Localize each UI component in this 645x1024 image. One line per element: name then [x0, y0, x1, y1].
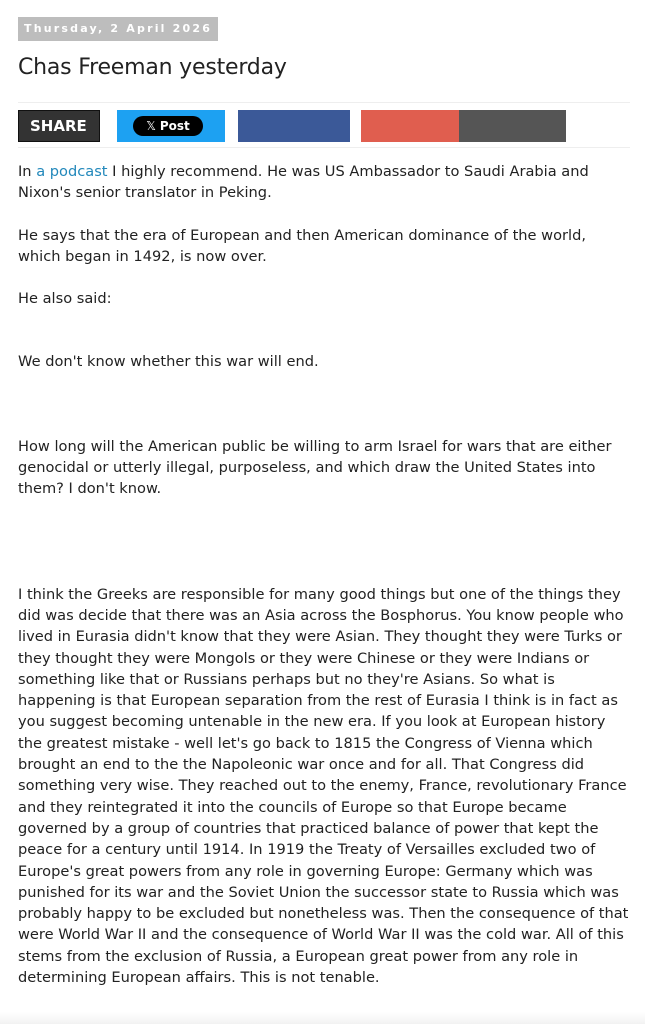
x-post-pill[interactable] [133, 116, 203, 136]
page-bottom-edge [0, 1012, 645, 1024]
post-body [18, 161, 632, 988]
intro-prefix: In [18, 163, 37, 180]
date-header: Thursday, 2 April 2026 [18, 17, 218, 41]
x-post-label: Post [159, 119, 190, 133]
paragraph-also-said: He also said: [18, 290, 112, 308]
share-label: SHARE [18, 110, 100, 142]
quote-greeks: I think the Greeks are responsible for many good things but one of the things they did was decide that there was an Asia across the Bosphorus. You know people who lived in Eurasia didn't know that they were Asian. They thought they were Turks or they thought they were Mongols or they were Chinese or they were Indians or something like that or Russians perhaps but no they're Asians. So what is happening is that European separation from the rest of Eurasia I think is in fact as you suggest becoming untenable in the new era. If you look at European history the greatest mistake - well let's go back to 1815 the Congress of Vienna which brought an end to the the Napoleonic war once and for all. That Congress did something very wise. They reached out to the enemy, France, revolutionary France and they reintegrated it into the councils of Europe so that Europe became governed by a group of countries that practiced balance of power that kept the peace for a century until 1914. In 1919 the Treaty of Versailles excluded two of Europe's great powers from any role in governing Europe: Germany which was punished for its war and the Soviet Union the successor state to Russia which was probably happy to be excluded but nonetheless was. Then the consequence of that were World War II and the consequence of World War II was the cold war. All of this stems from the exclusion of Russia, a European great power from any role in determining European affairs. This is not tenable. [18, 585, 629, 987]
post-title[interactable]: Chas Freeman yesterday [18, 55, 287, 80]
share-more-button[interactable] [459, 110, 566, 142]
intro-suffix: I highly recommend. He was US Ambassador to Saudi Arabia and Nixon's senior translator in Peking. [18, 163, 589, 202]
share-bar [18, 102, 630, 148]
paragraph-intro [18, 161, 632, 204]
paragraph-era: He says that the era of European and then American dominance of the world, which began in 1492, is now over. [18, 226, 586, 265]
podcast-link[interactable]: a podcast [36, 163, 108, 180]
share-email-button[interactable] [361, 110, 468, 142]
quote-israel: How long will the American public be willing to arm Israel for wars that are either genocidal or utterly illegal, purposeless, and which draw the United States into them? I don't know. [18, 437, 612, 498]
share-facebook-button[interactable] [238, 110, 350, 142]
quote-war-end: We don't know whether this war will end. [18, 353, 319, 371]
x-logo-icon: 𝕏 [146, 119, 156, 133]
share-x-button[interactable] [117, 110, 225, 142]
